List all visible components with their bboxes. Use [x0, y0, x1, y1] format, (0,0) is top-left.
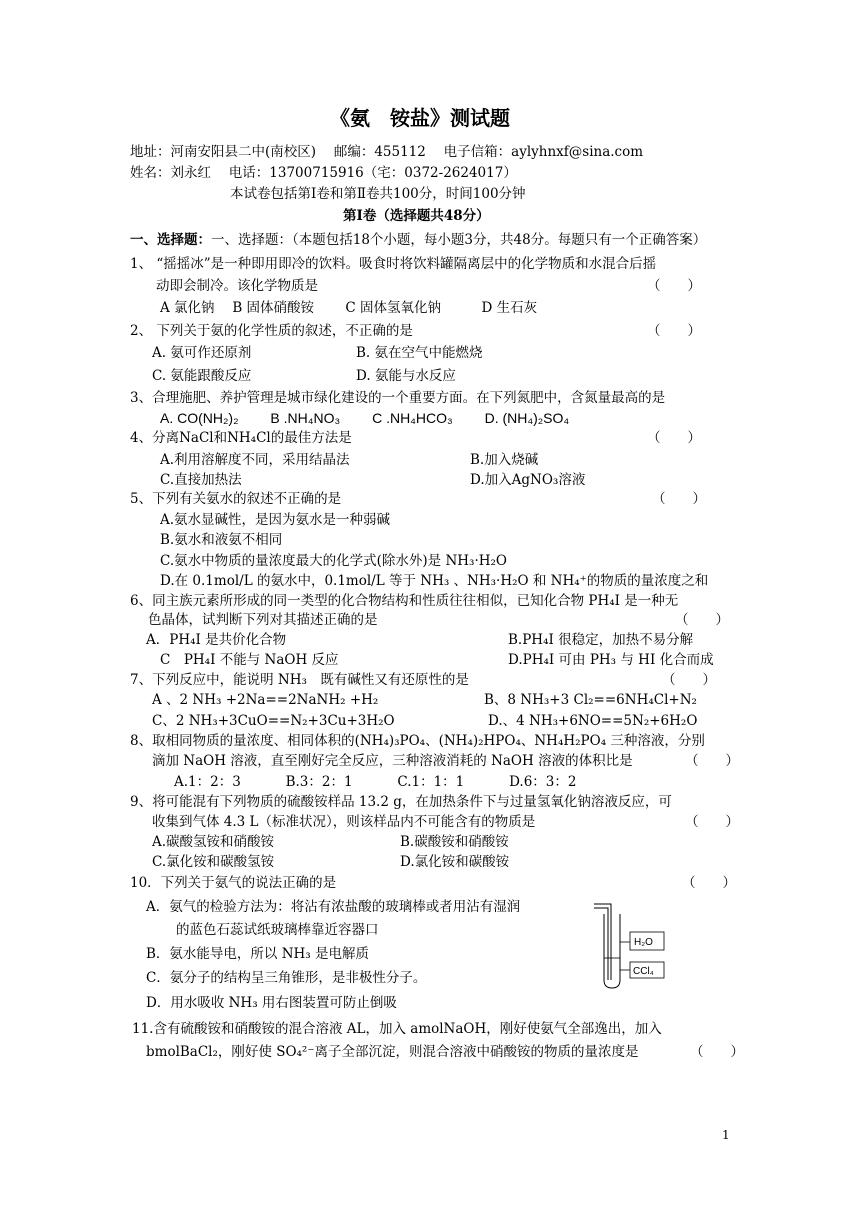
- q7-option-a: A 、2 NH₃ +2Na==2NaNH₂ +H₂: [152, 692, 379, 708]
- anti-suction-apparatus-figure: [594, 900, 674, 992]
- q2-option-b: B. 氨在空气中能燃烧: [356, 345, 483, 361]
- q4-answer-paren: （ ）: [647, 430, 701, 446]
- q9-stem-line1: 9、将可能混有下列物质的硫酸铵样品 13.2 g，在加热条件下与过量氢氧化钠溶液反应，可: [130, 794, 672, 810]
- q8-stem-line1: 8、取相同物质的量浓度、相同体积的(NH₄)₃PO₄、(NH₄)₂HPO₄、NH₄H₂PO₄ 三种溶液，分别: [130, 733, 705, 749]
- q10-option-d: D．用水吸收 NH₃ 用右图装置可防止倒吸: [146, 995, 397, 1011]
- q4-stem: 4、分离NaCl和NH₄Cl的最佳方法是: [130, 430, 352, 446]
- q6-option-b: B.PH₄I 很稳定，加热不易分解: [508, 632, 694, 648]
- q2-answer-paren: （ ）: [647, 323, 701, 339]
- q5-option-d: D.在 0.1mol/L 的氨水中，0.1mol/L 等于 NH₃ 、NH₃·H₂O 和 NH₄⁺的物质的量浓度之和: [160, 573, 709, 589]
- q2-option-d: D. 氨能与水反应: [356, 368, 456, 384]
- q7-answer-paren: （ ）: [662, 672, 716, 688]
- q10-option-a-line2: 的蓝色石蕊试纸玻璃棒靠近容器口: [176, 922, 379, 938]
- q7-option-d: D.、4 NH₃+6NO==5N₂+6H₂O: [488, 713, 698, 729]
- q4-option-c: C.直接加热法: [160, 472, 242, 488]
- page-title: 《氨 铵盐》测试题: [330, 106, 510, 130]
- q1-stem-line1: 1、 “摇摇冰”是一种即用即冷的饮料。吸食时将饮料罐隔离层中的化学物质和水混合后摇: [130, 256, 657, 272]
- q11-stem-line1: 11.含有硫酸铵和硝酸铵的混合溶液 AL，加入 amolNaOH，刚好使氨气全部逸出，加入: [132, 1021, 662, 1037]
- q10-stem: 10．下列关于氨气的说法正确的是: [130, 875, 337, 891]
- test-tube: [604, 914, 620, 988]
- q4-option-b: B.加入烧碱: [470, 452, 539, 468]
- h2o-label: H₂O: [634, 937, 653, 948]
- q2-stem: 2、 下列关于氨的化学性质的叙述，不正确的是: [130, 323, 413, 339]
- q10-option-c: C．氨分子的结构呈三角锥形，是非极性分子。: [146, 970, 427, 986]
- q1-stem-line2: 动即会制冷。该化学物质是: [156, 278, 318, 294]
- glass-tube: [594, 904, 611, 980]
- section-title: 第Ⅰ卷（选择题共48分）: [343, 208, 490, 224]
- q7-option-b: B、8 NH₃+3 Cl₂==6NH₄Cl+N₂: [484, 692, 697, 708]
- q5-option-b: B.氨水和液氨不相同: [160, 532, 283, 548]
- q9-stem-line2: 收集到气体 4.3 L（标准状况），则该样品内不可能含有的物质是: [152, 814, 536, 830]
- q4-option-a: A.利用溶解度不同，采用结晶法: [160, 452, 350, 468]
- q6-answer-paren: （ ）: [675, 612, 729, 628]
- q6-stem-line2: 色晶体，试判断下列对其描述正确的是: [148, 612, 378, 628]
- q10-option-b: B．氨水能导电，所以 NH₃ 是电解质: [146, 946, 370, 962]
- q7-option-c: C、2 NH₃+3CuO==N₂+3Cu+3H₂O: [152, 713, 395, 729]
- q6-stem-line1: 6、同主族元素所形成的同一类型的化合物结构和性质往往相似，已知化合物 PH₄I 是一种无: [130, 593, 679, 609]
- q6-option-d: D.PH₄I 可由 PH₃ 与 HI 化合而成: [508, 652, 714, 668]
- contact-line: 姓名：刘永红 电话：13700715916（宅：0372-2624017）: [130, 165, 517, 181]
- instructions: 一、选择题：一、选择题：（本题包括18个小题，每小题3分，共48分。每题只有一个正确答案）: [130, 232, 707, 248]
- q9-option-a: A.碳酸氢铵和硝酸铵: [152, 834, 275, 850]
- q1-answer-paren: （ ）: [647, 278, 701, 294]
- exam-info: 本试卷包括第Ⅰ卷和第Ⅱ卷共100分，时间100分钟: [230, 186, 526, 202]
- q10-option-a-line1: A．氨气的检验方法为：将沾有浓盐酸的玻璃棒或者用沾有湿润: [146, 899, 521, 915]
- q9-option-c: C.氯化铵和碳酸氢铵: [152, 854, 275, 870]
- q5-option-c: C.氨水中物质的量浓度最大的化学式(除水外)是 NH₃·H₂O: [160, 553, 508, 569]
- q8-answer-paren: （ ）: [685, 753, 739, 769]
- ccl4-label: CCl₄: [633, 966, 654, 977]
- q11-answer-paren: （ ）: [690, 1044, 744, 1060]
- q6-option-a: A．PH₄I 是共价化合物: [146, 632, 287, 648]
- q1-options: A 氯化钠 B 固体硝酸铵 C 固体氢氧化钠 D 生石灰: [160, 300, 538, 316]
- q6-option-c: C PH₄I 不能与 NaOH 反应: [160, 652, 339, 668]
- q5-stem: 5、下列有关氨水的叙述不正确的是: [130, 491, 342, 507]
- q8-options: A.1：2：3 B.3：2：1 C.1：1：1 D.6：3：2: [174, 774, 577, 790]
- q8-stem-line2: 滴加 NaOH 溶液，直至刚好完全反应，三种溶液消耗的 NaOH 溶液的体积比是: [152, 753, 633, 769]
- q3-options: A. CO(NH₂)₂ B .NH₄NO₃ C .NH₄HCO₃ D. (NH₄)₂SO₄: [160, 410, 570, 426]
- q7-stem: 7、下列反应中，能说明 NH₃ 既有碱性又有还原性的是: [130, 672, 469, 688]
- q4-option-d: D.加入AgNO₃溶液: [470, 472, 586, 488]
- q5-option-a: A.氨水显碱性，是因为氨水是一种弱碱: [160, 512, 391, 528]
- q3-stem: 3、合理施肥、养护管理是城市绿化建设的一个重要方面。在下列氮肥中，含氮量最高的是: [130, 390, 666, 406]
- q2-option-c: C. 氨能跟酸反应: [152, 368, 252, 384]
- q9-option-d: D.氯化铵和碳酸铵: [400, 854, 510, 870]
- instructions-text: 一、选择题：（本题包括18个小题，每小题3分，共48分。每题只有一个正确答案）: [211, 232, 707, 248]
- page-number: 1: [722, 1128, 730, 1142]
- address-line: 地址：河南安阳县二中(南校区) 邮编：455112 电子信箱：aylyhnxf@sina.com: [130, 144, 644, 160]
- q5-answer-paren: （ ）: [652, 491, 706, 507]
- q2-option-a: A. 氨可作还原剂: [152, 345, 252, 361]
- q11-stem-line2: bmolBaCl₂，刚好使 SO₄²⁻离子全部沉淀，则混合溶液中硝酸铵的物质的量浓度是: [146, 1044, 639, 1060]
- q9-option-b: B.碳酸铵和硝酸铵: [400, 834, 509, 850]
- q9-answer-paren: （ ）: [685, 814, 739, 830]
- q10-answer-paren: （ ）: [682, 875, 736, 891]
